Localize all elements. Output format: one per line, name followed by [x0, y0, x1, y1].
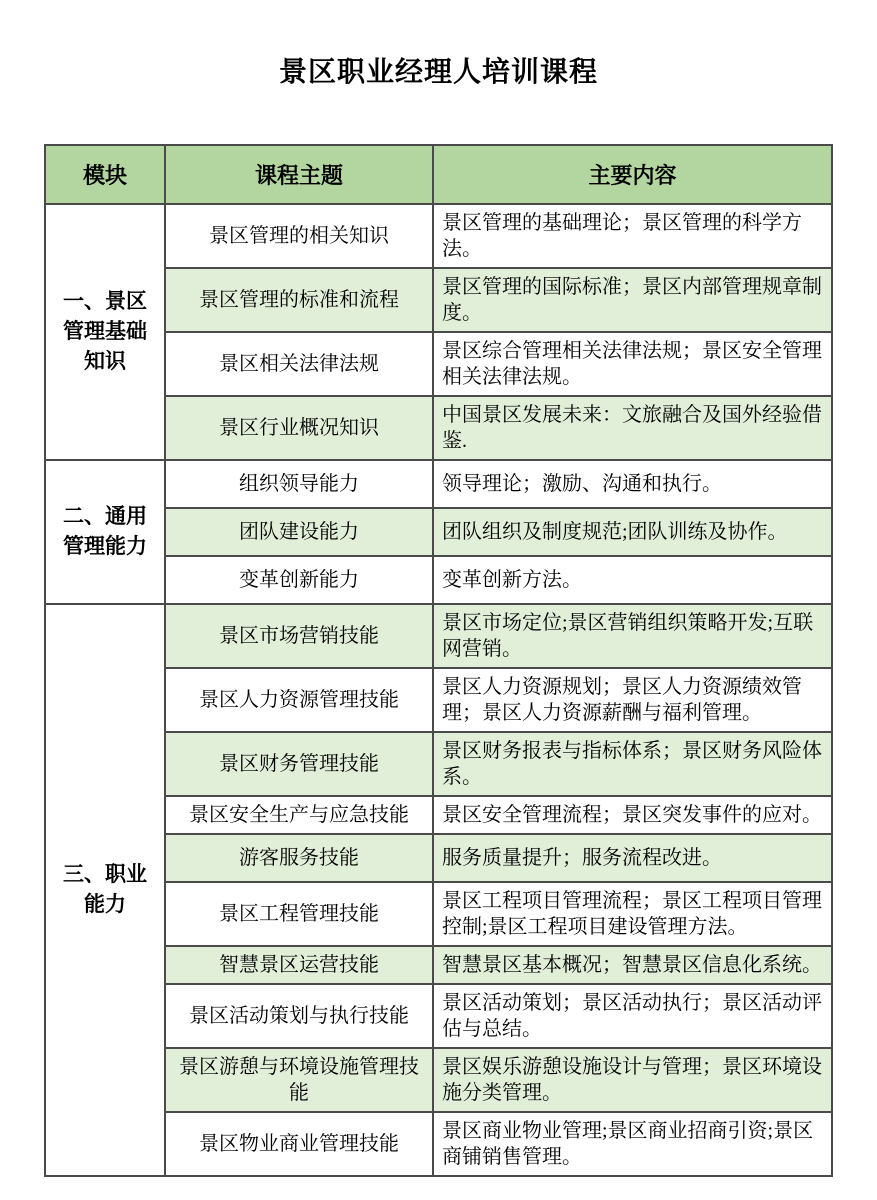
content-cell: 中国景区发展未来：文旅融合及国外经验借鉴.: [433, 396, 832, 460]
module-cell-1: 一、景区管理基础知识: [45, 204, 165, 460]
content-cell: 景区安全管理流程；景区突发事件的应对。: [433, 796, 832, 834]
content-cell: 景区财务报表与指标体系；景区财务风险体系。: [433, 732, 832, 796]
content-cell: 领导理论；激励、沟通和执行。: [433, 460, 832, 508]
topic-cell: 景区管理的标准和流程: [165, 268, 433, 332]
topic-cell: 组织领导能力: [165, 460, 433, 508]
topic-cell: 景区安全生产与应急技能: [165, 796, 433, 834]
content-cell: 变革创新方法。: [433, 556, 832, 604]
table-row: [45, 204, 832, 268]
topic-cell: 景区活动策划与执行技能: [165, 984, 433, 1048]
header-row: [45, 145, 832, 204]
topic-cell: 游客服务技能: [165, 834, 433, 882]
module-cell-3: 三、职业能力: [45, 604, 165, 1176]
course-table: [44, 144, 833, 1177]
topic-cell: 景区物业商业管理技能: [165, 1112, 433, 1176]
content-cell: 景区人力资源规划；景区人力资源绩效管理；景区人力资源薪酬与福利管理。: [433, 668, 832, 732]
topic-cell: 智慧景区运营技能: [165, 946, 433, 984]
header-cell-topic: 课程主题: [165, 145, 433, 204]
content-cell: 景区活动策划；景区活动执行；景区活动评估与总结。: [433, 984, 832, 1048]
content-cell: 景区市场定位;景区营销组织策略开发;互联网营销。: [433, 604, 832, 668]
content-cell: 景区商业物业管理;景区商业招商引资;景区商铺销售管理。: [433, 1112, 832, 1176]
content-cell: 服务质量提升；服务流程改进。: [433, 834, 832, 882]
topic-cell: 景区行业概况知识: [165, 396, 433, 460]
module-cell-2: 二、通用管理能力: [45, 460, 165, 604]
content-cell: 团队组织及制度规范;团队训练及协作。: [433, 508, 832, 556]
topic-cell: 变革创新能力: [165, 556, 433, 604]
content-cell: 景区管理的基础理论；景区管理的科学方法。: [433, 204, 832, 268]
topic-cell: 景区游憩与环境设施管理技能: [165, 1048, 433, 1112]
table-row: [45, 604, 832, 668]
topic-cell: 景区人力资源管理技能: [165, 668, 433, 732]
table-row: [45, 460, 832, 508]
topic-cell: 景区管理的相关知识: [165, 204, 433, 268]
page-title: 景区职业经理人培训课程: [278, 56, 598, 87]
topic-cell: 景区财务管理技能: [165, 732, 433, 796]
content-cell: 智慧景区基本概况；智慧景区信息化系统。: [433, 946, 832, 984]
header-cell-content: 主要内容: [433, 145, 832, 204]
header-cell-module: 模块: [45, 145, 165, 204]
content-cell: 景区管理的国际标准；景区内部管理规章制度。: [433, 268, 832, 332]
topic-cell: 景区相关法律法规: [165, 332, 433, 396]
topic-cell: 景区市场营销技能: [165, 604, 433, 668]
content-cell: 景区综合管理相关法律法规；景区安全管理相关法律法规。: [433, 332, 832, 396]
topic-cell: 景区工程管理技能: [165, 882, 433, 946]
content-cell: 景区娱乐游憩设施设计与管理；景区环境设施分类管理。: [433, 1048, 832, 1112]
topic-cell: 团队建设能力: [165, 508, 433, 556]
content-cell: 景区工程项目管理流程；景区工程项目管理控制;景区工程项目建设管理方法。: [433, 882, 832, 946]
